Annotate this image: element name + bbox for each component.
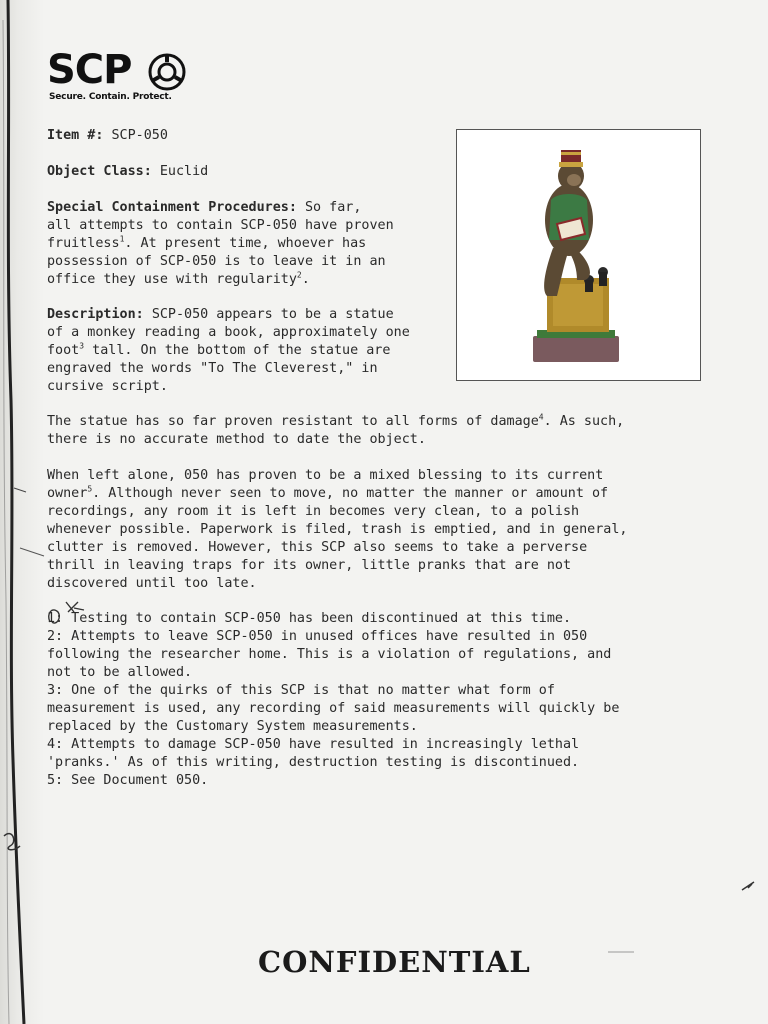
handwritten-scribble (44, 596, 94, 632)
monkey-statue-image (457, 130, 700, 380)
footnote-ref: 5 (87, 484, 93, 494)
procedures-line: fruitless (47, 236, 120, 251)
footnotes-block (47, 610, 619, 790)
description-line: foot (47, 343, 80, 358)
footnote-line: 5: See Document 050. (47, 773, 209, 788)
paragraph-line: recordings, any room it is left in becomes very clean, to a polish (47, 504, 580, 519)
logo-tagline: Secure. Contain. Protect. (49, 92, 172, 102)
description-line: engraved the words "To The Cleverest," in (47, 361, 378, 376)
procedures-line: possession of SCP-050 is to leave it in an (47, 254, 386, 269)
procedures-label: Special Containment Procedures: (47, 200, 297, 215)
footnote-line: 2: Attempts to leave SCP-050 in unused offices have resulted in 050 (47, 629, 588, 644)
paragraph-line: discovered until too late. (47, 576, 257, 591)
procedures-line: all attempts to contain SCP-050 have proven (47, 218, 394, 233)
procedures-line: So far, (304, 200, 362, 215)
footnote-ref: 1 (119, 234, 125, 244)
footnote-line: 4: Attempts to damage SCP-050 have resulted in increasingly lethal (47, 737, 580, 752)
object-class-value: Euclid (159, 164, 209, 179)
footnote-line: following the researcher home. This is a violation of regulations, and (47, 647, 612, 662)
description-line: of a monkey reading a book, approximately one (47, 325, 410, 340)
footnote-line: replaced by the Customary System measurements. (47, 719, 418, 734)
object-class-label: Object Class: (47, 164, 152, 179)
footnote-ref: 2 (296, 270, 302, 280)
description-label: Description: (47, 307, 144, 322)
paragraph-line: When left alone, 050 has proven to be a mixed blessing to its current (47, 468, 604, 483)
description-line: cursive script. (47, 379, 168, 394)
paragraph-line: owner (47, 486, 88, 501)
object-class-line (47, 163, 208, 181)
paragraph-line: The statue has so far proven resistant to all forms of damage (47, 414, 539, 429)
procedures-block (47, 199, 394, 289)
footnote-line: measurement is used, any recording of said measurements will quickly be (47, 701, 620, 716)
procedures-line: office they use with regularity (47, 272, 297, 287)
monkey-statue-photo (456, 129, 701, 381)
description-block (47, 306, 410, 396)
paragraph-line: . As such, (543, 414, 625, 429)
footnote-ref: 4 (538, 412, 544, 422)
description-line: tall. On the bottom of the statue are (84, 343, 391, 358)
paragraph-line: whenever possible. Paperwork is filed, trash is emptied, and in general, (47, 522, 628, 537)
paragraph-line: clutter is removed. However, this SCP also seems to take a perverse (47, 540, 588, 555)
logo-wordmark: SCP (47, 47, 132, 93)
item-number-line (47, 127, 168, 145)
item-value: SCP-050 (111, 128, 168, 143)
paragraph-damage (47, 413, 624, 449)
scp-logo (47, 48, 197, 108)
procedures-line: . At present time, whoever has (124, 236, 367, 251)
scp-emblem-icon (147, 52, 187, 92)
footnote-line: not to be allowed. (47, 665, 193, 680)
item-label: Item #: (47, 128, 104, 143)
paragraph-line: . Although never seen to move, no matter the manner or amount of (92, 486, 609, 501)
confidential-stamp: CONFIDENTIAL (258, 945, 531, 979)
footnote-line: 'pranks.' As of this writing, destruction testing is discontinued. (47, 755, 580, 770)
paragraph-behavior (47, 467, 627, 593)
procedures-line: . (301, 272, 310, 287)
description-line: SCP-050 appears to be a statue (151, 307, 394, 322)
paragraph-line: thrill in leaving traps for its owner, little pranks that are not (47, 558, 572, 573)
ink-speck (740, 878, 760, 894)
footnote-line: 3: One of the quirks of this SCP is that no matter what form of (47, 683, 555, 698)
footnote-line: 1: Testing to contain SCP-050 has been discontinued at this time. (47, 611, 572, 626)
paragraph-line: there is no accurate method to date the object. (47, 432, 426, 447)
ink-speck (606, 948, 636, 956)
footnote-ref: 3 (79, 341, 85, 351)
